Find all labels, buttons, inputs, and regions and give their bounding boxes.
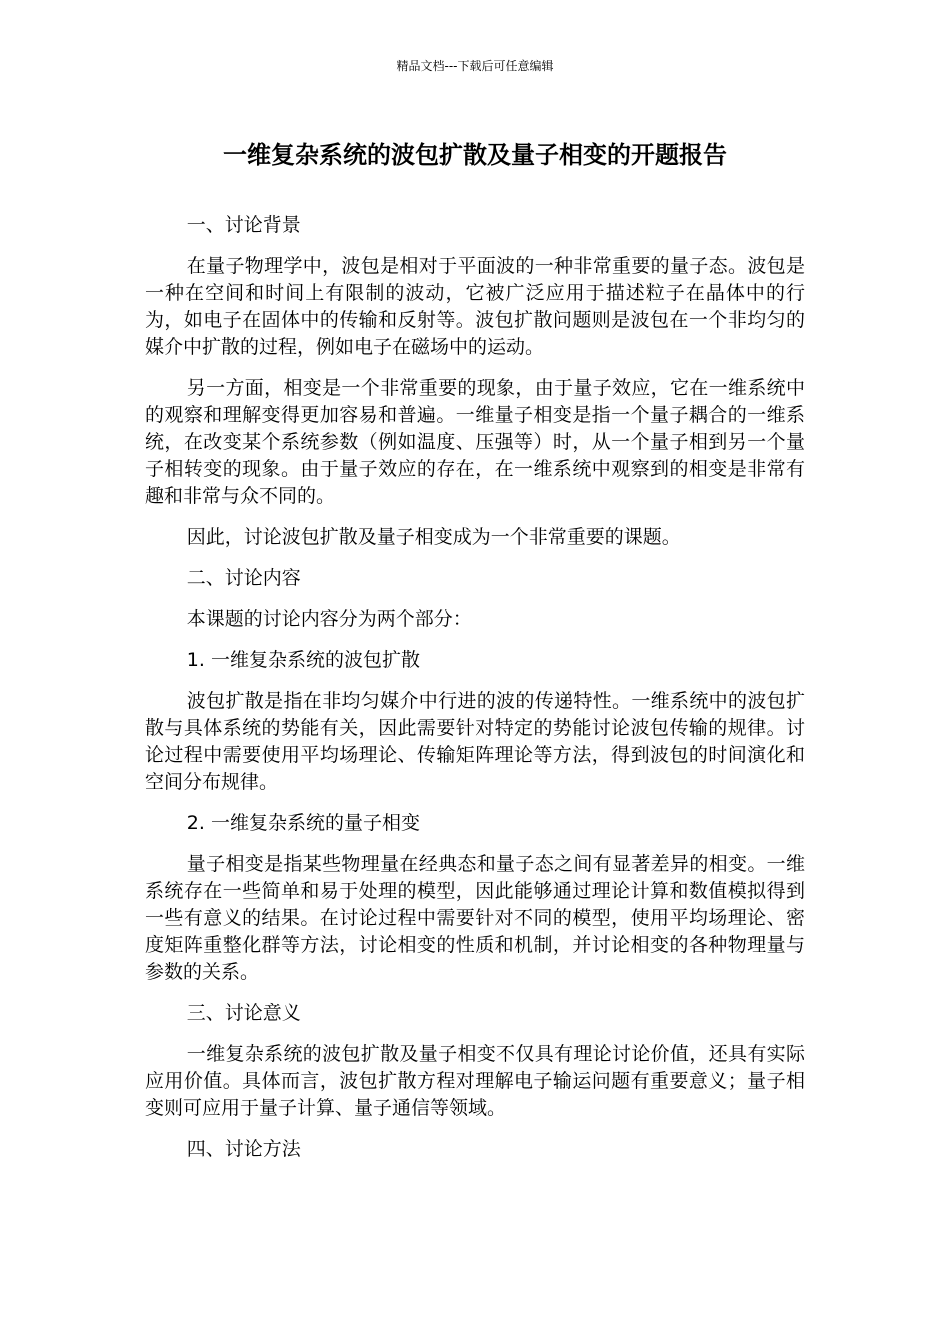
section-heading-background: 一、讨论背景 (186, 214, 301, 236)
subheading-quantum-phase-transition: 2. 一维复杂系统的量子相变 (186, 812, 420, 834)
paragraph-significance: 一维复杂系统的波包扩散及量子相变不仅具有理论讨论价值，还具有实际应用价值。具体而言，波包扩散方程对理解电子输运问题有重要意义；量子相变则可应用于量子计算、量子通信等领域。 (145, 1043, 805, 1119)
section-heading-significance: 三、讨论意义 (186, 1002, 301, 1024)
running-header: 精品文档---下载后可任意编辑 (396, 59, 554, 73)
document-body (145, 212, 805, 1177)
paragraph-wavepacket-diffusion: 波包扩散是指在非均匀媒介中行进的波的传递特性。一维系统中的波包扩散与具体系统的势能有关，因此需要针对特定的势能讨论波包传输的规律。讨论过程中需要使用平均场理论、传输矩阵理论等方法，得到波包的时间演化和空间分布规律。 (145, 690, 805, 793)
paragraph-phase-transition-intro: 另一方面，相变是一个非常重要的现象，由于量子效应，它在一维系统中的观察和理解变得更加容易和普遍。一维量子相变是指一个量子耦合的一维系统，在改变某个系统参数（例如温度、压强等）时，从一个量子相到另一个量子相转变的现象。由于量子效应的存在，在一维系统中观察到的相变是非常有趣和非常与众不同的。 (145, 377, 805, 507)
paragraph-quantum-phase-transition: 量子相变是指某些物理量在经典态和量子态之间有显著差异的相变。一维系统存在一些简单和易于处理的模型，因此能够通过理论计算和数值模拟得到一些有意义的结果。在讨论过程中需要针对不同的模型，使用平均场理论、密度矩阵重整化群等方法，讨论相变的性质和机制，并讨论相变的各种物理量与参数的关系。 (145, 853, 805, 983)
paragraph-topic-importance: 因此，讨论波包扩散及量子相变成为一个非常重要的课题。 (186, 526, 681, 548)
subheading-wavepacket-diffusion: 1. 一维复杂系统的波包扩散 (186, 649, 420, 671)
paragraph-wavepacket-intro: 在量子物理学中，波包是相对于平面波的一种非常重要的量子态。波包是一种在空间和时间上有限制的波动，它被广泛应用于描述粒子在晶体中的行为，如电子在固体中的传输和反射等。波包扩散问题则是波包在一个非均匀的媒介中扩散的过程，例如电子在磁场中的运动。 (145, 255, 805, 358)
section-heading-methods: 四、讨论方法 (186, 1138, 301, 1160)
document-title: 一维复杂系统的波包扩散及量子相变的开题报告 (223, 141, 727, 169)
paragraph-content-intro: 本课题的讨论内容分为两个部分： (186, 608, 472, 630)
section-heading-content: 二、讨论内容 (186, 567, 301, 589)
